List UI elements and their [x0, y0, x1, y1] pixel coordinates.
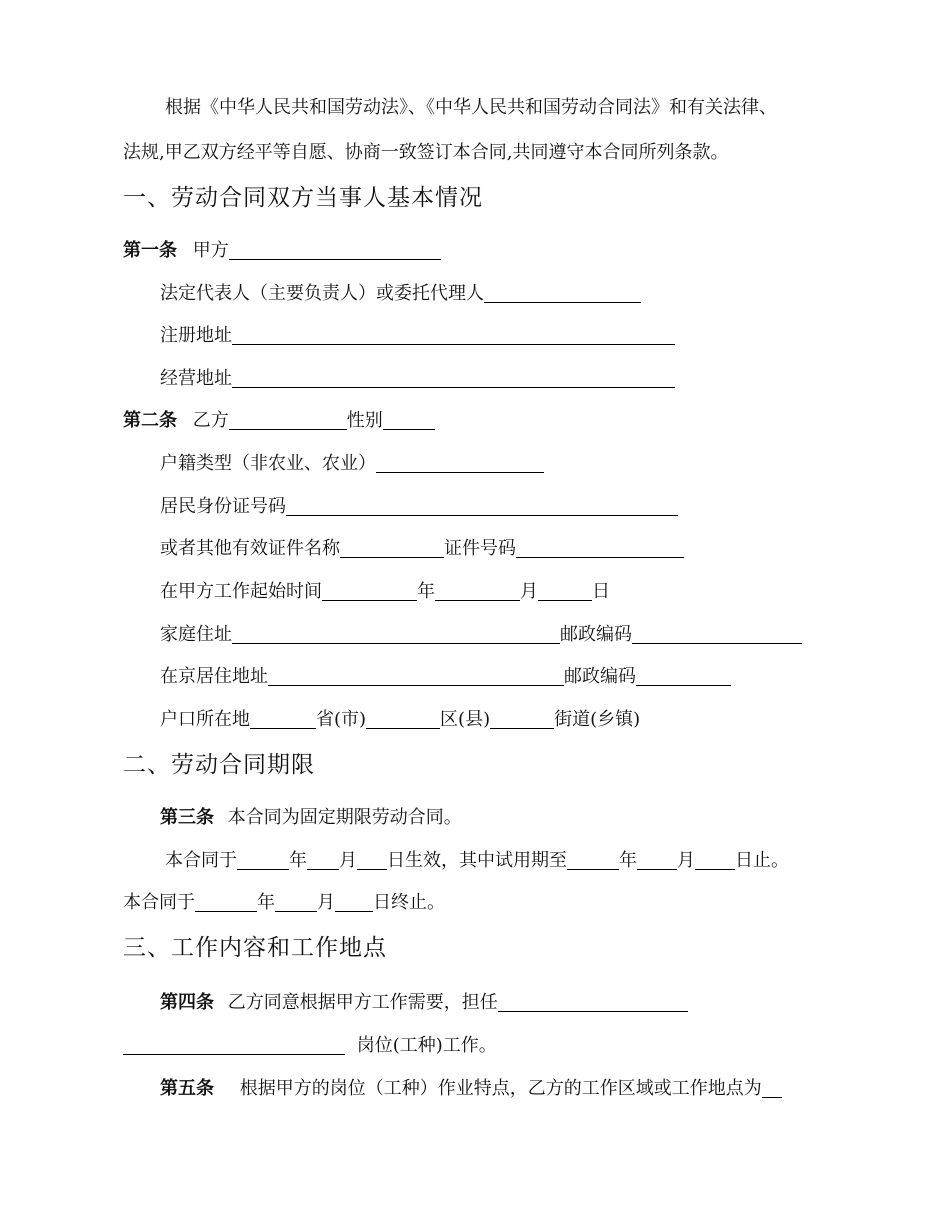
home-addr-field[interactable]	[232, 623, 560, 644]
other-id-no-label: 证件号码	[444, 538, 516, 559]
term-from-month-field[interactable]	[307, 849, 339, 870]
post-label: 岗位(工种)工作。	[356, 1035, 497, 1056]
terminate-month-label: 月	[317, 892, 335, 913]
party-a-label: 甲方	[192, 240, 229, 261]
reg-addr-row	[160, 323, 675, 349]
other-id-name-label: 或者其他有效证件名称	[160, 538, 340, 559]
start-day-label: 日	[592, 581, 610, 602]
bj-postcode-field[interactable]	[636, 665, 731, 686]
other-id-no-field[interactable]	[516, 537, 684, 558]
biz-addr-field[interactable]	[232, 367, 675, 388]
probation-end-label: 日止。	[735, 850, 789, 871]
id-no-field[interactable]	[286, 495, 678, 516]
bj-addr-field[interactable]	[268, 665, 564, 686]
legal-rep-row	[160, 281, 641, 307]
probation-month-label: 月	[677, 850, 695, 871]
article-1-label: 第一条	[123, 240, 177, 261]
term-from-year-field[interactable]	[237, 849, 289, 870]
article-4-text: 乙方同意根据甲方工作需要，担任	[227, 992, 498, 1013]
term-from-label: 本合同于	[165, 850, 237, 871]
probation-month-field[interactable]	[637, 849, 677, 870]
intro-line-1: 根据《中华人民共和国劳动法》、《中华人民共和国劳动合同法》和有关法律、	[165, 97, 777, 118]
work-location-field[interactable]	[762, 1077, 782, 1098]
district-label: 区(县)	[440, 709, 491, 730]
section-2-heading: 二、劳动合同期限	[123, 752, 315, 778]
start-month-field[interactable]	[435, 580, 520, 601]
home-postcode-label: 邮政编码	[560, 624, 632, 645]
start-month-label: 月	[520, 581, 538, 602]
other-id-row	[160, 536, 684, 562]
hukou-type-row	[160, 451, 544, 477]
bj-postcode-label: 邮政编码	[564, 666, 636, 687]
post-field-1[interactable]	[498, 991, 688, 1012]
legal-rep-label: 法定代表人（主要负责人）或委托代理人	[160, 283, 484, 304]
street-label: 街道(乡镇)	[554, 709, 641, 730]
terminate-label: 日终止。	[373, 892, 445, 913]
article-3-text: 本合同为固定期限劳动合同。	[227, 807, 462, 828]
hukou-province-field[interactable]	[250, 708, 316, 729]
gender-label: 性别	[346, 410, 383, 431]
hukou-type-label: 户籍类型（非农业、农业）	[160, 453, 376, 474]
term-year-label: 年	[289, 850, 307, 871]
start-year-label: 年	[417, 581, 435, 602]
intro-line-2: 法规,甲乙双方经平等自愿、协商一致签订本合同,共同遵守本合同所列条款。	[123, 142, 729, 163]
post-field-2[interactable]	[123, 1034, 345, 1055]
article-5-label: 第五条	[160, 1078, 214, 1099]
start-day-field[interactable]	[538, 580, 592, 601]
biz-addr-label: 经营地址	[160, 368, 232, 389]
other-id-name-field[interactable]	[340, 537, 444, 558]
article-4-label: 第四条	[160, 992, 214, 1013]
article-5-row	[160, 1076, 782, 1102]
biz-addr-row	[160, 366, 675, 392]
hukou-street-field[interactable]	[490, 708, 554, 729]
term-effective-label: 日生效，其中试用期至	[387, 850, 567, 871]
contract-terminate-row	[123, 890, 445, 916]
party-a-field[interactable]	[229, 239, 441, 260]
hukou-type-field[interactable]	[376, 452, 544, 473]
article-4-post-row	[123, 1033, 497, 1059]
probation-year-label: 年	[619, 850, 637, 871]
legal-rep-field[interactable]	[484, 282, 641, 303]
article-3-label: 第三条	[160, 807, 214, 828]
terminate-year-label: 年	[257, 892, 275, 913]
reg-addr-field[interactable]	[232, 324, 675, 345]
start-year-field[interactable]	[322, 580, 417, 601]
reg-addr-label: 注册地址	[160, 325, 232, 346]
party-b-field[interactable]	[229, 409, 347, 430]
term-from-day-field[interactable]	[357, 849, 387, 870]
home-addr-label: 家庭住址	[160, 624, 232, 645]
hukou-loc-row	[160, 707, 640, 733]
probation-year-field[interactable]	[567, 849, 619, 870]
probation-day-field[interactable]	[695, 849, 735, 870]
bj-addr-label: 在京居住地址	[160, 666, 268, 687]
start-time-row	[160, 579, 610, 605]
article-2-party-b	[123, 408, 435, 434]
id-no-label: 居民身份证号码	[160, 496, 286, 517]
province-label: 省(市)	[316, 709, 367, 730]
article-4-row	[160, 990, 688, 1016]
terminate-month-field[interactable]	[275, 891, 317, 912]
section-1-heading: 一、劳动合同双方当事人基本情况	[123, 185, 483, 211]
article-5-text: 根据甲方的岗位（工种）作业特点，乙方的工作区域或工作地点为	[239, 1078, 762, 1099]
home-postcode-field[interactable]	[632, 623, 802, 644]
bj-addr-row	[160, 664, 731, 690]
home-addr-row	[160, 622, 802, 648]
start-time-label: 在甲方工作起始时间	[160, 581, 322, 602]
terminate-day-field[interactable]	[335, 891, 373, 912]
article-2-label: 第二条	[123, 410, 177, 431]
hukou-district-field[interactable]	[366, 708, 440, 729]
article-1-party-a	[123, 238, 441, 264]
article-3-row	[160, 805, 462, 831]
party-b-label: 乙方	[192, 410, 229, 431]
hukou-loc-label: 户口所在地	[160, 709, 250, 730]
contract-term-row	[165, 848, 789, 874]
terminate-from-label: 本合同于	[123, 892, 195, 913]
section-3-heading: 三、工作内容和工作地点	[123, 935, 387, 961]
term-month-label: 月	[339, 850, 357, 871]
gender-field[interactable]	[383, 409, 435, 430]
terminate-year-field[interactable]	[195, 891, 257, 912]
id-no-row	[160, 494, 678, 520]
